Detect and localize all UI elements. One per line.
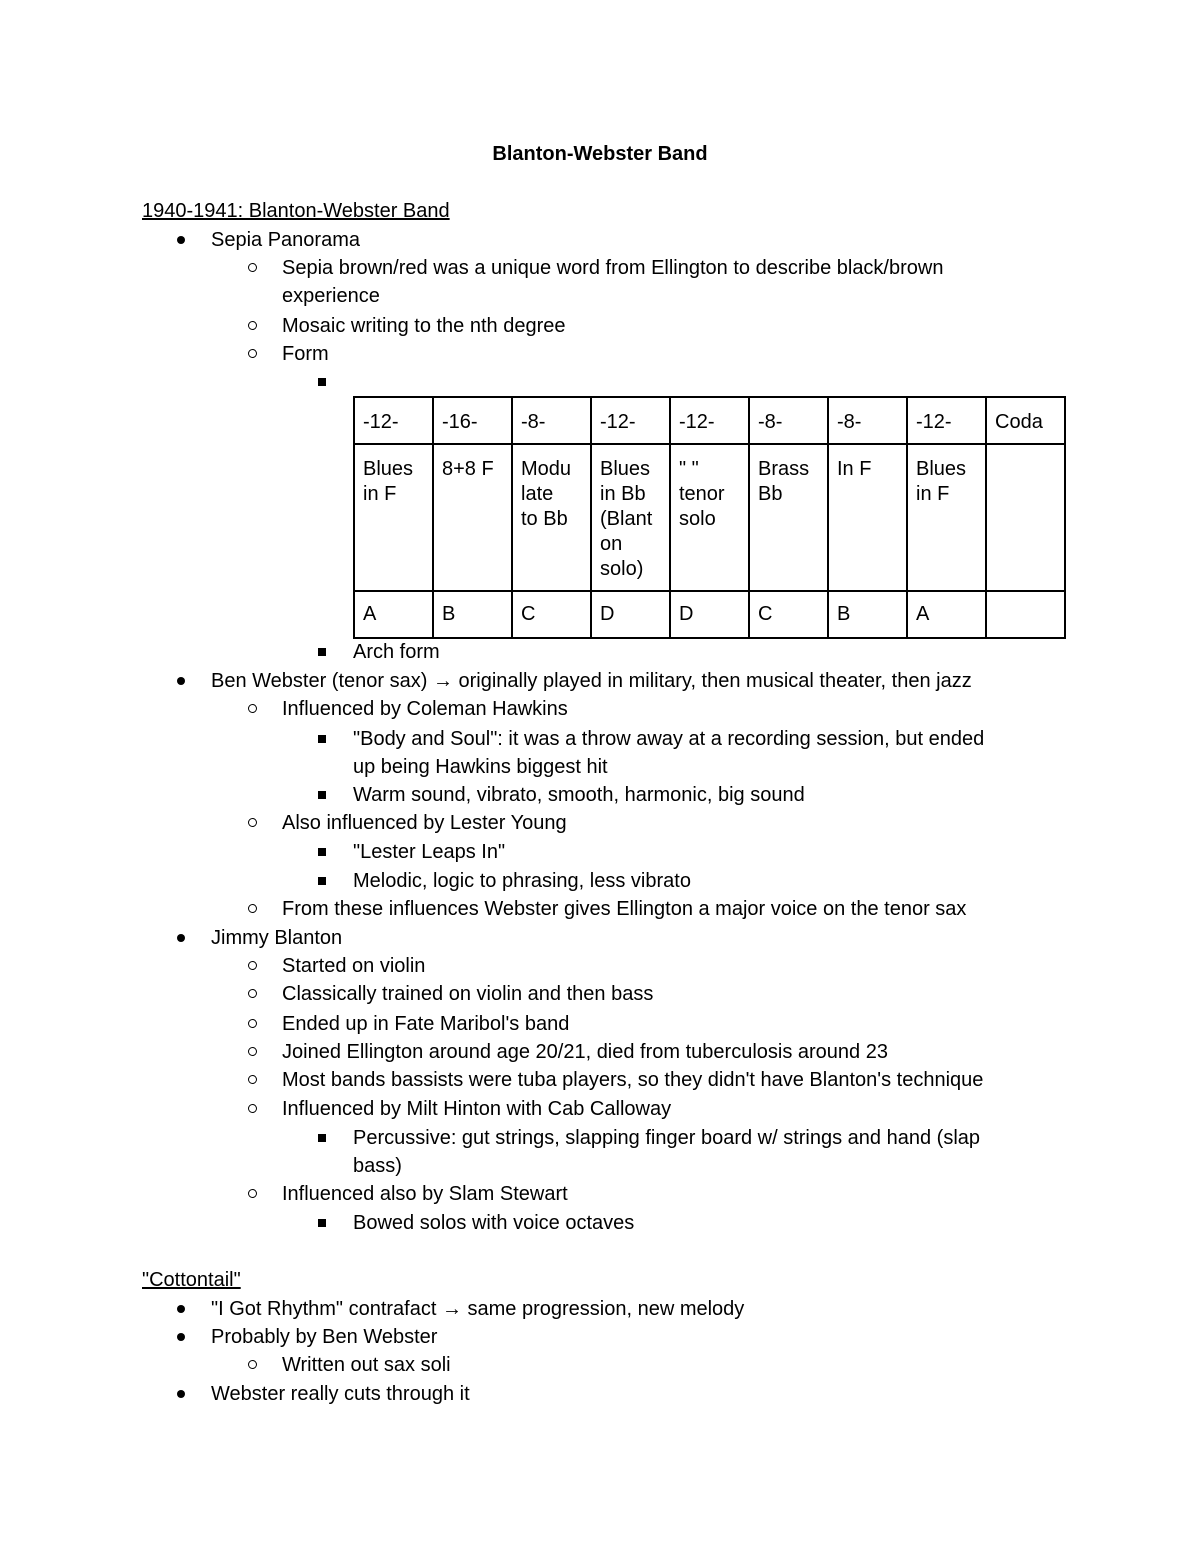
form-table-row-description — [354, 444, 1065, 591]
page-title: Blanton-Webster Band — [492, 143, 708, 165]
ben-webster-item: Ben Webster (tenor sax) → originally played in military, then musical theater, then jazz — [211, 670, 972, 692]
sax-soli-item: Written out sax soli — [282, 1354, 451, 1376]
form-table-row-letters — [354, 591, 1065, 638]
form-item: Form — [282, 343, 329, 365]
violin-item: Started on violin — [282, 955, 426, 977]
coleman-hawkins-item: Influenced by Coleman Hawkins — [282, 698, 568, 720]
form-cell: Blues in Bb (Blant on solo) — [591, 444, 670, 591]
form-cell: In F — [828, 444, 907, 591]
form-cell: Coda — [986, 397, 1065, 444]
form-cell: -8- — [512, 397, 591, 444]
classically-trained-item: Classically trained on violin and then bass — [282, 983, 654, 1005]
form-cell: B — [828, 591, 907, 638]
section-heading-blanton-webster: 1940-1941: Blanton-Webster Band — [142, 200, 450, 222]
tuba-players-item: Most bands bassists were tuba players, so they didn't have Blanton's technique — [282, 1069, 984, 1091]
body-and-soul-line1: "Body and Soul": it was a throw away at a recording session, but ended — [353, 728, 985, 750]
form-cell: 8+8 F — [433, 444, 512, 591]
sepia-panorama-item: Sepia Panorama — [211, 229, 360, 251]
sepia-definition-line1: Sepia brown/red was a unique word from Ellington to describe black/brown — [282, 257, 944, 279]
form-cell: " " tenor solo — [670, 444, 749, 591]
mosaic-writing-item: Mosaic writing to the nth degree — [282, 315, 566, 337]
form-cell: A — [354, 591, 433, 638]
jimmy-blanton-item: Jimmy Blanton — [211, 927, 343, 949]
from-influences-item: From these influences Webster gives Ellington a major voice on the tenor sax — [282, 898, 967, 920]
form-cell: D — [591, 591, 670, 638]
percussive-line2: bass) — [353, 1155, 402, 1177]
bowed-solos-item: Bowed solos with voice octaves — [353, 1212, 635, 1234]
slam-stewart-item: Influenced also by Slam Stewart — [282, 1183, 568, 1205]
form-cell: -8- — [828, 397, 907, 444]
joined-ellington-item: Joined Ellington around age 20/21, died from tuberculosis around 23 — [282, 1041, 888, 1063]
i-got-rhythm-item: "I Got Rhythm" contrafact → same progression, new melody — [211, 1298, 745, 1320]
arch-form-item: Arch form — [353, 641, 440, 663]
form-cell: -16- — [433, 397, 512, 444]
form-cell — [986, 444, 1065, 591]
form-cell: Brass Bb — [749, 444, 828, 591]
melodic-item: Melodic, logic to phrasing, less vibrato — [353, 870, 691, 892]
lester-young-item: Also influenced by Lester Young — [282, 812, 567, 834]
form-cell: -12- — [354, 397, 433, 444]
form-cell: -12- — [670, 397, 749, 444]
milt-hinton-item: Influenced by Milt Hinton with Cab Calloway — [282, 1098, 672, 1120]
form-table-row-bars — [354, 397, 1065, 444]
form-cell: Blues in F — [354, 444, 433, 591]
form-cell: Modu late to Bb — [512, 444, 591, 591]
probably-webster-item: Probably by Ben Webster — [211, 1326, 438, 1348]
form-cell: Blues in F — [907, 444, 986, 591]
form-cell: -8- — [749, 397, 828, 444]
form-cell: -12- — [591, 397, 670, 444]
section-heading-cottontail: "Cottontail" — [142, 1269, 241, 1291]
form-cell: C — [749, 591, 828, 638]
form-cell — [986, 591, 1065, 638]
body-and-soul-line2: up being Hawkins biggest hit — [353, 756, 608, 778]
lester-leaps-item: "Lester Leaps In" — [353, 841, 506, 863]
form-cell: A — [907, 591, 986, 638]
form-table — [353, 396, 1066, 639]
form-cell: -12- — [907, 397, 986, 444]
sepia-definition-line2: experience — [282, 285, 380, 307]
cuts-through-item: Webster really cuts through it — [211, 1383, 470, 1405]
fate-maribol-item: Ended up in Fate Maribol's band — [282, 1013, 570, 1035]
percussive-line1: Percussive: gut strings, slapping finger board w/ strings and hand (slap — [353, 1127, 981, 1149]
warm-sound-item: Warm sound, vibrato, smooth, harmonic, big sound — [353, 784, 805, 806]
form-cell: B — [433, 591, 512, 638]
form-cell: C — [512, 591, 591, 638]
form-cell: D — [670, 591, 749, 638]
